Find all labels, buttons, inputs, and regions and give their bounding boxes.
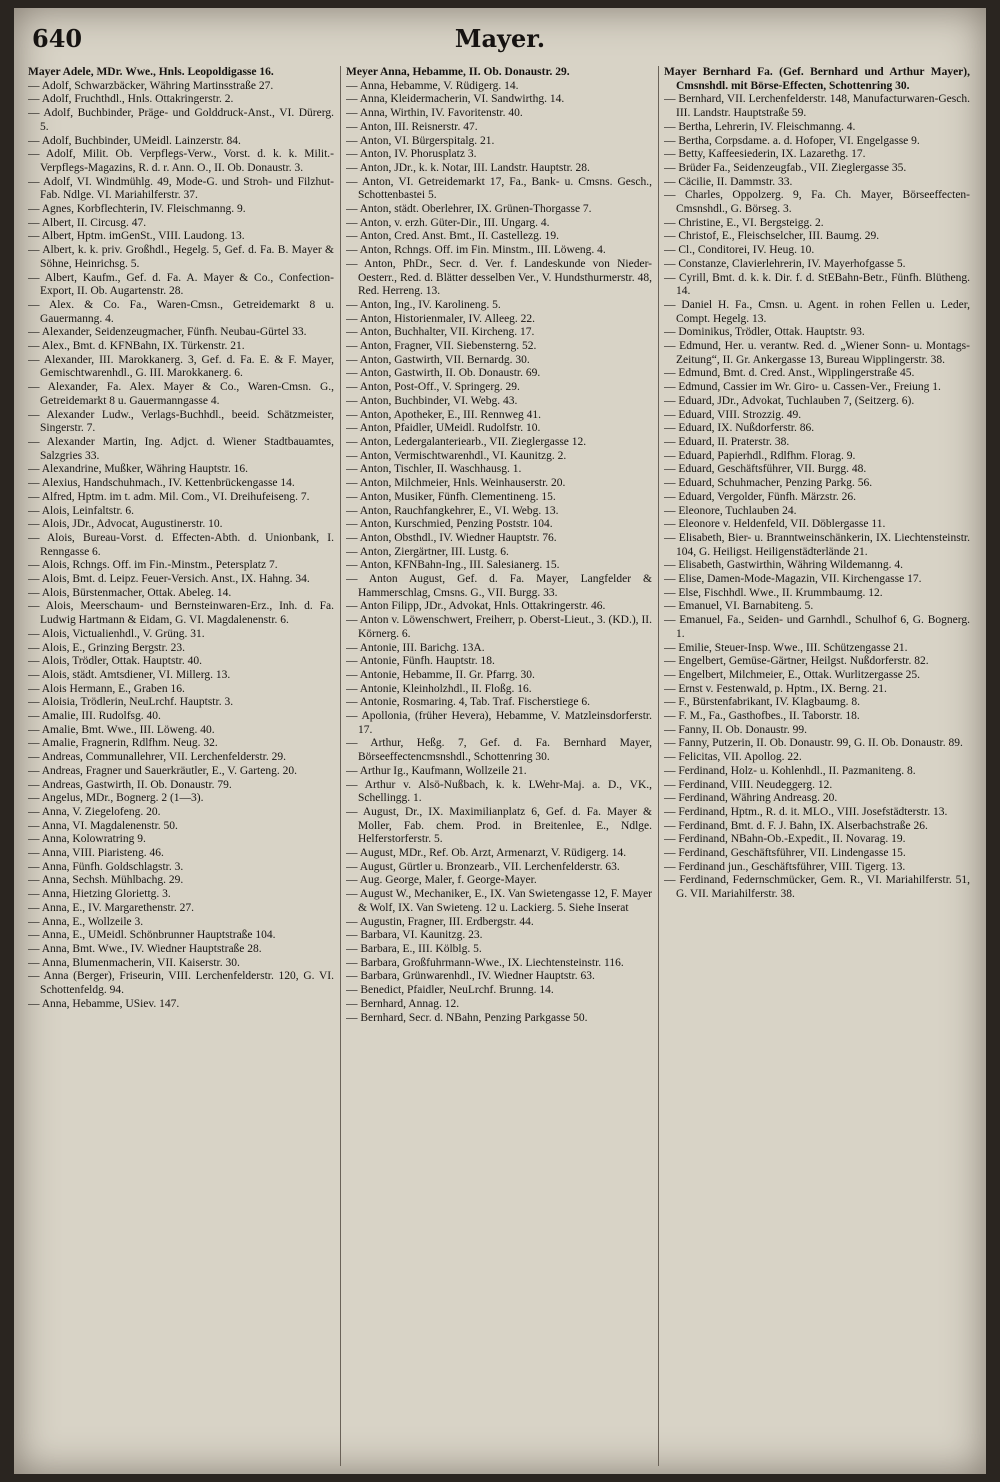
directory-entry: — Eleonore v. Heldenfeld, VII. Döblergasse 11. — [664, 518, 886, 531]
directory-entry: — Arthur, Heßg. 7, Gef. d. Fa. Bernhard Mayer, Börseeffectencmsnshdl., Schottenring 30. — [346, 737, 652, 764]
directory-entry: — Anna, Hebamme, V. Rüdigerg. 14. — [346, 79, 519, 92]
directory-entry: — Alois, städt. Amtsdiener, VI. Millerg. 13. — [28, 668, 231, 681]
directory-entry: — Antonie, Fünfh. Hauptstr. 18. — [346, 655, 495, 668]
directory-entry: — Ferdinand, Geschäftsführer, VII. Lindengasse 15. — [664, 847, 906, 860]
directory-entry: — Antonie, Hebamme, II. Gr. Pfarrg. 30. — [346, 668, 535, 681]
directory-entry: — Ferdinand, NBahn-Ob.-Expedit., II. Novarag. 19. — [664, 833, 906, 846]
directory-entry: — Edmund, Her. u. verantw. Red. d. „Wiener Sonn- u. Montags-Zeitung“, II. Gr. Ankergasse 13, Bureau Wipplingerstr. 38. — [664, 340, 970, 366]
directory-entry: — Anton, Post-Off., V. Springerg. 29. — [346, 381, 520, 394]
directory-entry: — Elise, Damen-Mode-Magazin, VII. Kirchengasse 17. — [664, 573, 922, 586]
directory-entry: — Ferdinand, Währing Andreasg. 20. — [664, 792, 838, 805]
directory-entry: — Eduard, Vergolder, Fünfh. Märzstr. 26. — [664, 490, 857, 503]
directory-entry: — Anna, E., IV. Margarethenstr. 27. — [28, 901, 194, 914]
column-divider — [658, 66, 659, 1466]
directory-entry: — Barbara, E., III. Kölblg. 5. — [346, 943, 482, 955]
directory-entry: — Anton, III. Reisnerstr. 47. — [346, 120, 478, 133]
directory-entry: — Anton, Obsthdl., IV. Wiedner Hauptstr. 76. — [346, 531, 557, 544]
directory-entry: — Elisabeth, Gastwirthin, Währing Wildemanng. 4. — [664, 559, 903, 572]
directory-entry: — Anna, Fünfh. Goldschlagstr. 3. — [28, 860, 184, 873]
directory-entry: — Anton, städt. Oberlehrer, IX. Grünen-Thorgasse 7. — [346, 203, 592, 216]
directory-entry: — Alexander, Seidenzeugmacher, Fünfh. Neubau-Gürtel 33. — [28, 326, 307, 339]
directory-entry: — Barbara, Grünwarenhdl., IV. Wiedner Hauptstr. 63. — [346, 970, 595, 983]
directory-entry: — Alexandrine, Mußker, Währing Hauptstr. 16. — [28, 463, 249, 476]
directory-entry: — Antonie, Rosmaring. 4, Tab. Traf. Fischerstiege 6. — [346, 696, 590, 709]
directory-entry: — Anna, E., UMeidl. Schönbrunner Hauptstraße 104. — [28, 929, 276, 942]
directory-entry: — August, Dr., IX. Maximilianplatz 6, Gef. d. Fa. Mayer & Moller, Fab. chem. Prod. in Breitenlee, E., Ndlge. Helferstorferstr. 5. — [346, 805, 652, 846]
directory-entry: — Alois, E., Grinzing Bergstr. 23. — [28, 641, 185, 654]
directory-entry: — Anton Filipp, JDr., Advokat, Hnls. Ottakringerstr. 46. — [346, 600, 606, 613]
directory-entry: — Anton, Ziergärtner, III. Lustg. 6. — [346, 545, 509, 558]
directory-entry: — Alexander, III. Marokkanerg. 3, Gef. d. Fa. E. & F. Mayer, Gemischtwarenhdl., G. III. Marokkanerg. 6. — [28, 353, 334, 380]
directory-entry: — Brüder Fa., Seidenzeugfab., VII. Zieglergasse 35. — [664, 161, 907, 174]
directory-columns — [28, 66, 972, 1466]
directory-entry: — Ferdinand jun., Geschäftsführer, VIII. Tigerg. 13. — [664, 860, 906, 873]
directory-entry: — Angelus, MDr., Bognerg. 2 (1—3). — [28, 792, 204, 805]
directory-entry: — Andreas, Fragner und Sauerkräutler, E., V. Garteng. 20. — [28, 764, 297, 777]
directory-entry: — Eduard, Geschäftsführer, VII. Burgg. 48. — [664, 463, 867, 476]
directory-entry: — Adolf, VI. Windmühlg. 49, Mode-G. und Stroh- und Filzhut-Fab. Ndlge. VI. Mariahilferstr. 37. — [28, 175, 334, 202]
directory-entry: — Alois, Trödler, Ottak. Hauptstr. 40. — [28, 655, 202, 668]
directory-entry: — Anton, Fragner, VII. Siebensterng. 52. — [346, 340, 537, 353]
directory-entry: — Betty, Kaffeesiederin, IX. Lazarethg. 17. — [664, 148, 866, 161]
directory-entry: — Anton, Musiker, Fünfh. Clementineng. 15. — [346, 490, 556, 503]
directory-entry: — Edmund, Bmt. d. Cred. Anst., Wipplingerstraße 45. — [664, 367, 915, 380]
directory-entry: — Augustin, Fragner, III. Erdbergstr. 44. — [346, 915, 534, 928]
directory-entry: — Anton v. Löwenschwert, Freiherr, p. Oberst-Lieut., 3. (KD.), II. Körnerg. 6. — [346, 614, 652, 640]
directory-entry: — Anton, JDr., k. k. Notar, III. Landstr. Hauptstr. 28. — [346, 161, 590, 174]
directory-entry: — Ferdinand, Holz- u. Kohlenhdl., II. Pazmaniteng. 8. — [664, 764, 916, 777]
column-1 — [28, 66, 334, 1466]
directory-entry: — Barbara, Großfuhrmann-Wwe., IX. Liechtensteinstr. 116. — [346, 956, 624, 969]
directory-entry: — Anna, VIII. Piaristeng. 46. — [28, 847, 164, 860]
directory-page — [14, 8, 986, 1474]
directory-entry: — Anton, Cred. Anst. Bmt., II. Castellezg. 19. — [346, 230, 560, 243]
directory-entry: — Anna (Berger), Friseurin, VIII. Lerchenfelderstr. 120, G. VI. Schottenfeldg. 94. — [28, 970, 334, 997]
directory-entry: — F. M., Fa., Gasthofbes., II. Taborstr. 18. — [664, 710, 860, 723]
directory-entry: — Emanuel, Fa., Seiden- und Garnhdl., Schulhof 6, G. Bognerg. 1. — [664, 614, 970, 640]
directory-entry: — Daniel H. Fa., Cmsn. u. Agent. in rohen Fellen u. Leder, Compt. Hegelg. 13. — [664, 298, 970, 325]
directory-entry: — Bertha, Corpsdame. a. d. Hofoper, VI. Engelgasse 9. — [664, 134, 920, 147]
directory-entry: — Christine, E., VI. Bergsteigg. 2. — [664, 216, 824, 229]
directory-entry: — Anna, Sechsh. Mühlbachg. 29. — [28, 874, 184, 887]
directory-entry: — Eduard, Papierhdl., Rdlfhm. Florag. 9. — [664, 449, 856, 462]
directory-entry: — Emanuel, VI. Barnabiteng. 5. — [664, 600, 814, 613]
directory-entry: — Dominikus, Trödler, Ottak. Hauptstr. 93. — [664, 326, 865, 339]
directory-entry: — Ernst v. Festenwald, p. Hptm., IX. Berng. 21. — [664, 682, 887, 695]
directory-entry: — Alexander, Fa. Alex. Mayer & Co., Waren-Cmsn. G., Getreidemarkt 8 u. Gauermanngasse 4. — [28, 381, 334, 407]
directory-entry: — Amalie, III. Rudolfsg. 40. — [28, 710, 161, 723]
column-divider — [340, 66, 341, 1466]
directory-entry: — Anton, Gastwirth, II. Ob. Donaustr. 69. — [346, 367, 541, 380]
directory-entry: — August, Gürtler u. Bronzearb., VII. Lerchenfelderstr. 63. — [346, 860, 620, 873]
directory-entry: — Andreas, Communallehrer, VII. Lerchenfelderstr. 29. — [28, 751, 286, 764]
directory-entry: — Albert, Hptm. imGenSt., VIII. Laudong. 13. — [28, 230, 245, 243]
directory-entry: — August W., Mechaniker, E., IX. Van Swietengasse 12, F. Mayer & Wolf, IX. Van Swieteng. 12 u. Lackierg. 5. Siehe Inserat — [346, 888, 652, 914]
directory-entry: — Eduard, JDr., Advokat, Tuchlauben 7, (Seitzerg. 6). — [664, 394, 915, 407]
directory-entry: — Andreas, Gastwirth, II. Ob. Donaustr. 79. — [28, 778, 232, 791]
directory-entry: — Adolf, Milit. Ob. Verpflegs-Verw., Vorst. d. k. k. Milit.-Verpflegs-Magazins, R. d. r. Ann. O., II. Ob. Donaustr. 3. — [28, 148, 334, 174]
directory-entry: — Fanny, II. Ob. Donaustr. 99. — [664, 723, 807, 736]
directory-entry: Mayer Adele, MDr. Wwe., Hnls. Leopoldigasse 16. — [28, 66, 274, 78]
page-number: 640 — [32, 24, 83, 53]
directory-entry: — Alois, Bureau-Vorst. d. Effecten-Abth. d. Unionbank, I. Renngasse 6. — [28, 531, 334, 558]
directory-entry: Meyer Anna, Hebamme, II. Ob. Donaustr. 29. — [346, 66, 570, 78]
directory-entry: — Felicitas, VII. Apollog. 22. — [664, 751, 802, 764]
directory-entry: — Anton, IV. Phorusplatz 3. — [346, 148, 477, 161]
directory-entry: — Alexius, Handschuhmach., IV. Kettenbrückengasse 14. — [28, 477, 295, 490]
directory-entry: — Aug. George, Maler, f. George-Mayer. — [346, 874, 537, 887]
directory-entry: — Anna, Kolowratring 9. — [28, 833, 146, 846]
directory-entry: — Ferdinand, VIII. Neudeggerg. 12. — [664, 778, 833, 791]
directory-entry: — Eduard, VIII. Strozzig. 49. — [664, 408, 802, 421]
directory-entry: — Anton, Gastwirth, VII. Bernardg. 30. — [346, 353, 530, 366]
directory-entry: — Albert, II. Circusg. 47. — [28, 216, 147, 229]
directory-entry: — Anton, Historienmaler, IV. Alleeg. 22. — [346, 312, 536, 325]
directory-entry: — Alois, Meerschaum- und Bernsteinwaren-Erz., Inh. d. Fa. Ludwig Hartmann & Eidam, G. VI. Magdalenenstr. 6. — [28, 600, 334, 627]
directory-entry: — August, MDr., Ref. Ob. Arzt, Armenarzt, V. Rüdigerg. 14. — [346, 847, 627, 860]
directory-entry: — Anton August, Gef. d. Fa. Mayer, Langfelder & Hammerschlag, Cmsns. G., VII. Burgg. 33. — [346, 573, 652, 599]
directory-entry: — Bernhard, Annag. 12. — [346, 997, 460, 1010]
directory-entry: — Alois, Bmt. d. Leipz. Feuer-Versich. Anst., IX. Hahng. 34. — [28, 573, 310, 586]
directory-entry: — Anton, KFNBahn-Ing., III. Salesianerg. 15. — [346, 559, 560, 572]
directory-entry: — Albert, Kaufm., Gef. d. Fa. A. Mayer & Co., Confection-Export, II. Ob. Augartenstr. 28. — [28, 271, 334, 298]
directory-entry: — Emilie, Steuer-Insp. Wwe., III. Schützengasse 21. — [664, 641, 908, 654]
directory-entry: — Adolf, Buchbinder, UMeidl. Lainzerstr. 84. — [28, 134, 241, 147]
directory-entry: — Anton, Kurschmied, Penzing Poststr. 104. — [346, 518, 553, 531]
directory-entry: — Alex., Bmt. d. KFNBahn, IX. Türkenstr. 21. — [28, 340, 245, 353]
directory-entry: — Alois, Leinfaltstr. 6. — [28, 504, 135, 517]
directory-entry: — Adolf, Schwarzbäcker, Währing Martinsstraße 27. — [28, 79, 274, 92]
directory-entry: — Anton, Vermischtwarenhdl., VI. Kaunitzg. 2. — [346, 449, 567, 462]
directory-entry: — Eduard, IX. Nußdorferstr. 86. — [664, 422, 815, 435]
directory-entry: — Alois, Victualienhdl., V. Grüng. 31. — [28, 627, 205, 640]
directory-entry: — Eleonore, Tuchlauben 24. — [664, 504, 797, 517]
directory-entry: — Fanny, Putzerin, II. Ob. Donaustr. 99, G. II. Ob. Donaustr. 89. — [664, 737, 963, 750]
directory-entry: — Amalie, Bmt. Wwe., III. Löweng. 40. — [28, 723, 215, 736]
directory-entry: — Anna, VI. Magdalenenstr. 50. — [28, 819, 178, 832]
directory-entry: — Anton, Ledergalanteriearb., VII. Zieglergasse 12. — [346, 435, 587, 448]
directory-entry: — Anna, Wirthin, IV. Favoritenstr. 40. — [346, 107, 523, 120]
directory-entry: — Ferdinand, Hptm., R. d. it. MLO., VIII. Josefstädterstr. 13. — [664, 805, 948, 818]
directory-entry: — Alexander Martin, Ing. Adjct. d. Wiener Stadtbauamtes, Salzgries 33. — [28, 435, 334, 462]
directory-entry: Mayer Bernhard Fa. (Gef. Bernhard und Arthur Mayer), Cmsnshdl. mit Börse-Effecten, Schottenring 30. — [664, 66, 970, 92]
directory-entry: — Anton, Tischler, II. Waschhausg. 1. — [346, 463, 522, 476]
directory-entry: — Anton, v. erzh. Güter-Dir., III. Ungarg. 4. — [346, 216, 550, 229]
directory-entry: — Anton, VI. Getreidemarkt 17, Fa., Bank- u. Cmsns. Gesch., Schottenbastei 5. — [346, 175, 652, 202]
directory-entry: — Anna, Hietzing Gloriettg. 3. — [28, 888, 171, 901]
directory-entry: — Engelbert, Milchmeier, E., Ottak. Wurlitzergasse 25. — [664, 668, 921, 681]
column-2 — [346, 66, 652, 1466]
directory-entry: — F., Bürstenfabrikant, IV. Klagbaumg. 8. — [664, 696, 860, 709]
directory-entry: — Cl., Conditorei, IV. Heug. 10. — [664, 244, 815, 257]
directory-entry: — Anna, Hebamme, USiev. 147. — [28, 997, 180, 1010]
directory-entry: — Anna, Kleidermacherin, VI. Sandwirthg. 14. — [346, 93, 565, 106]
directory-entry: — Adolf, Fruchthdl., Hnls. Ottakringerstr. 2. — [28, 93, 234, 106]
directory-entry: — Apollonia, (früher Hevera), Hebamme, V. Matzleinsdorferstr. 17. — [346, 710, 652, 736]
directory-entry: — Alois Hermann, E., Graben 16. — [28, 682, 185, 695]
column-3 — [664, 66, 970, 1466]
directory-entry: — Anton, Buchbinder, VI. Webg. 43. — [346, 394, 518, 407]
directory-entry: — Anna, Bmt. Wwe., IV. Wiedner Hauptstraße 28. — [28, 943, 262, 955]
directory-entry: — Barbara, VI. Kaunitzg. 23. — [346, 929, 483, 942]
directory-entry: — Anton, Milchmeier, Hnls. Weinhauserstr. 20. — [346, 477, 566, 490]
directory-entry: — Anton, Ing., IV. Karolineng. 5. — [346, 298, 501, 311]
directory-entry: — Antonie, Kleinholzhdl., II. Floßg. 16. — [346, 682, 532, 695]
directory-entry: — Albert, k. k. priv. Großhdl., Hegelg. 5, Gef. d. Fa. B. Mayer & Söhne, Heinrichsg. 5. — [28, 244, 334, 270]
directory-entry: — Alex. & Co. Fa., Waren-Cmsn., Getreidemarkt 8 u. Gauermanng. 4. — [28, 298, 334, 325]
directory-entry: — Cyrill, Bmt. d. k. k. Dir. f. d. StEBahn-Betr., Fünfh. Blütheng. 14. — [664, 271, 970, 298]
directory-entry: — Else, Fischhdl. Wwe., II. Krummbaumg. 12. — [664, 586, 883, 599]
directory-entry: — Bertha, Lehrerin, IV. Fleischmanng. 4. — [664, 120, 856, 133]
directory-entry: — Anton, PhDr., Secr. d. Ver. f. Landeskunde von Nieder-Oesterr., Red. d. Blätter desselben Ver., V. Hundsthurmerstr. 48, Red. Herreng. 13. — [346, 257, 652, 298]
directory-entry: — Alfred, Hptm. im t. adm. Mil. Com., VI. Dreihufeiseng. 7. — [28, 490, 310, 503]
directory-entry: — Eduard, II. Praterstr. 38. — [664, 435, 790, 448]
directory-entry: — Anton, Rauchfangkehrer, E., VI. Webg. 13. — [346, 504, 559, 517]
running-title: Mayer. — [454, 24, 546, 53]
directory-entry: — Anton, Apotheker, E., III. Rennweg 41. — [346, 408, 542, 421]
directory-entry: — Alois, Rchngs. Off. im Fin.-Minstm., Petersplatz 7. — [28, 559, 278, 572]
directory-entry: — Constanze, Clavierlehrerin, IV. Mayerhofgasse 5. — [664, 257, 906, 270]
directory-entry: — Benedict, Pfaidler, NeuLrchf. Brunng. 14. — [346, 984, 554, 997]
directory-entry: — Aloisia, Trödlerin, NeuLrchf. Hauptstr. 3. — [28, 696, 234, 709]
directory-entry: — Antonie, III. Barichg. 13A. — [346, 641, 485, 654]
directory-entry: — Edmund, Cassier im Wr. Giro- u. Cassen-Ver., Freiung 1. — [664, 381, 941, 394]
directory-entry: — Anton, Pfaidler, UMeidl. Rudolfstr. 10. — [346, 422, 541, 435]
directory-entry: — Eduard, Schuhmacher, Penzing Parkg. 56. — [664, 477, 873, 490]
directory-entry: — Cäcilie, II. Dammstr. 33. — [664, 175, 793, 188]
page-header — [32, 24, 968, 64]
directory-entry: — Adolf, Buchbinder, Präge- und Golddruck-Anst., VI. Dürerg. 5. — [28, 107, 334, 133]
directory-entry: — Agnes, Korbflechterin, IV. Fleischmanng. 9. — [28, 203, 246, 216]
directory-entry: — Arthur v. Alsö-Nußbach, k. k. LWehr-Maj. a. D., VK., Schellingg. 1. — [346, 778, 652, 805]
directory-entry: — Anton, Rchngs. Off. im Fin. Minstm., III. Löweng. 4. — [346, 244, 606, 257]
directory-entry: — Anton, Buchhalter, VII. Kircheng. 17. — [346, 326, 535, 339]
directory-entry: — Alois, JDr., Advocat, Augustinerstr. 10. — [28, 518, 223, 531]
directory-entry: — Bernhard, VII. Lerchenfelderstr. 148, Manufacturwaren-Gesch. III. Landstr. Hauptstraße 59. — [664, 93, 970, 120]
directory-entry: — Elisabeth, Bier- u. Branntweinschänkerin, IX. Liechtensteinstr. 104, G. Heiligst. Heiligenstädterlände 21. — [664, 531, 970, 558]
directory-entry: — Anton, VI. Bürgerspitalg. 21. — [346, 134, 495, 147]
directory-entry: — Alois, Bürstenmacher, Ottak. Abeleg. 14. — [28, 586, 232, 599]
directory-entry: — Ferdinand, Bmt. d. F. J. Bahn, IX. Alserbachstraße 26. — [664, 819, 928, 832]
directory-entry: — Amalie, Fragnerin, Rdlfhm. Neug. 32. — [28, 737, 218, 750]
directory-entry: — Christof, E., Fleischselcher, III. Baumg. 29. — [664, 230, 880, 243]
directory-entry: — Arthur Ig., Kaufmann, Wollzeile 21. — [346, 764, 527, 777]
directory-entry: — Anna, V. Ziegelofeng. 20. — [28, 805, 161, 818]
directory-entry: — Alexander Ludw., Verlags-Buchhdl., beeid. Schätzmeister, Singerstr. 7. — [28, 408, 334, 435]
directory-entry: — Engelbert, Gemüse-Gärtner, Heilgst. Nußdorferstr. 82. — [664, 655, 929, 668]
directory-entry: — Anna, Blumenmacherin, VII. Kaiserstr. 30. — [28, 956, 240, 969]
directory-entry: — Charles, Oppolzerg. 9, Fa. Ch. Mayer, Börseeffecten-Cmsnshdl., G. Börseg. 3. — [664, 189, 970, 216]
directory-entry: — Anna, E., Wollzeile 3. — [28, 915, 144, 928]
directory-entry: — Ferdinand, Federnschmücker, Gem. R., VI. Mariahilferstr. 51, G. VII. Mariahilferstr. 38. — [664, 874, 970, 901]
directory-entry: — Bernhard, Secr. d. NBahn, Penzing Parkgasse 50. — [346, 1011, 588, 1024]
